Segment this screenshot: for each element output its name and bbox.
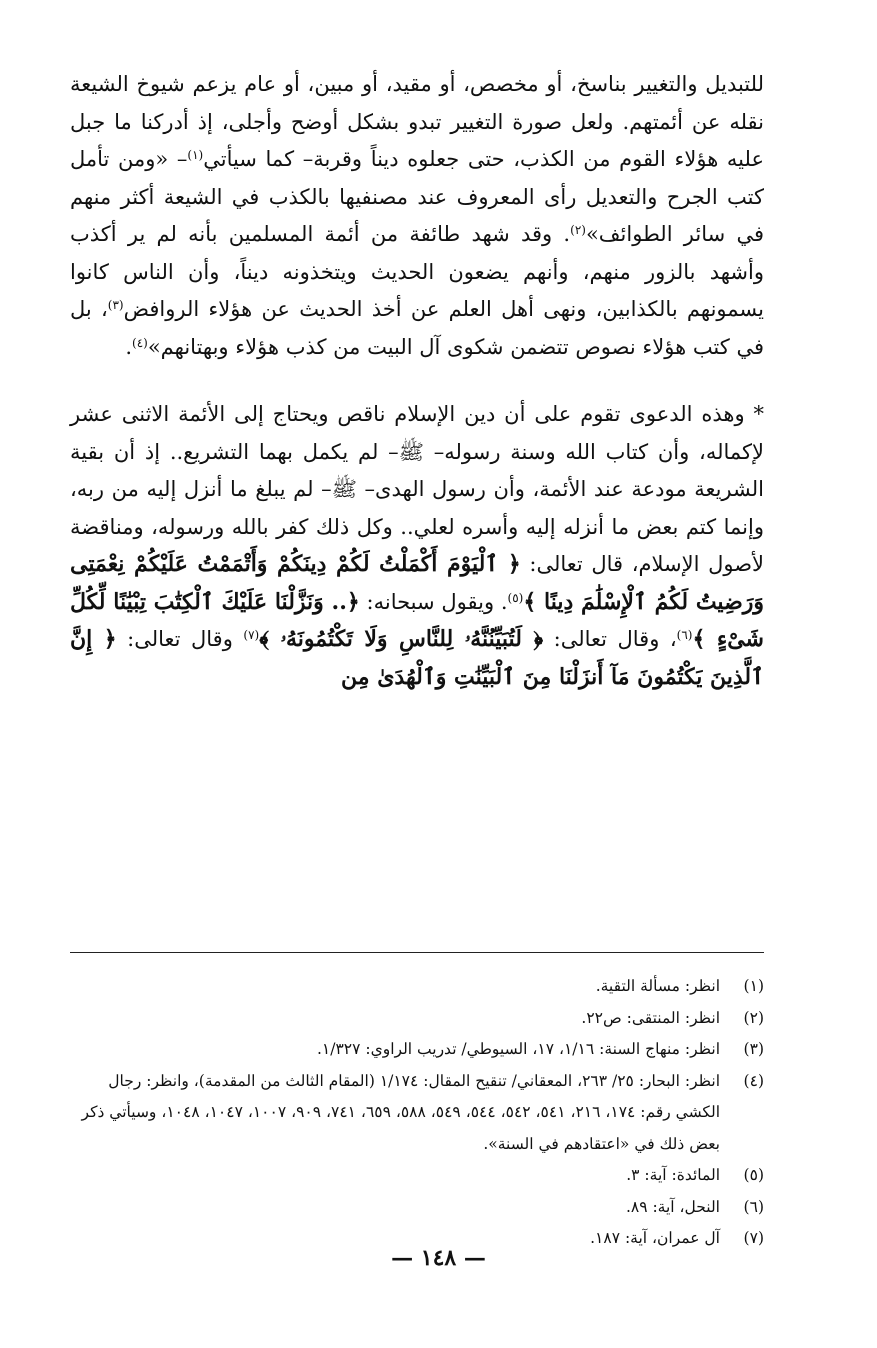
quran-verse-4: ﴿ إِنَّ ٱلَّذِينَ يَكْتُمُونَ مَآ أَنزَلْنَا مِنَ ٱلْبَيِّنَٰتِ وَٱلْهُدَىٰ مِن — [70, 626, 764, 690]
text-run: للتبديل والتغيير بناسخ، أو مخصص، أو مقيد، أو مبين، أو عام يزعم شيوخ الشيعة نقله عن أئمتهم. ولعل صورة التغيير تبدو بشكل أوضح وأجلى، إذ أدركنا ما جبل عليه هؤلاء القوم من الكذب، حتى جعلوه ديناً وقربة– كما سيأتي — [70, 72, 764, 171]
footnote-text: انظر: المنتقى: ص٢٢. — [581, 1008, 720, 1027]
footnote-number: (٦) — [743, 1197, 764, 1216]
footnote-item — [70, 1192, 764, 1224]
text-run: * وهذه الدعوى تقوم على أن دين الإسلام ناقص ويحتاج إلى الأئمة الاثنى عشر لإكماله، وأن كتاب الله وسنة رسوله– ﷺ– لم يكمل بهما التشريع.. إذ أن بقية الشريعة مودعة عند الأئمة، وأن رسول الهدى– ﷺ– لم يبلغ ما أنزل إليه من ربه، وإنما كتم بعض ما أنزله إليه وأسره لعلي.. وكل ذلك كفر بالله ورسوله، ومناقضة لأصول الإسلام، قال تعالى: — [70, 402, 765, 576]
footnote-item — [70, 1003, 764, 1035]
text-run: – «ومن تأمل كتب الجرح والتعديل رأى المعروف عند مصنفيها بالكذب في الشيعة أكثر منهم في سائر الطوائف» — [70, 147, 764, 246]
footnote-item — [70, 1034, 764, 1066]
paragraph-2 — [70, 396, 764, 696]
footnote-ref-3[interactable]: (٣) — [107, 298, 124, 312]
text-run: وقال تعالى: — [127, 627, 233, 651]
footnote-text: آل عمران، آية: ١٨٧. — [590, 1229, 720, 1247]
page — [70, 66, 765, 1247]
footnote-number: (٧) — [743, 1229, 764, 1247]
quran-verse-3: ﴿ لَتُبَيِّنُنَّهُۥ لِلنَّاسِ وَلَا تَكْتُمُونَهُۥ ﴾ — [259, 626, 544, 652]
footnote-divider — [70, 952, 764, 953]
footnote-item — [70, 971, 764, 1003]
footnote-ref-4[interactable]: (٤) — [132, 335, 148, 350]
footnote-text: انظر: البحار: ٢٥/ ٢٦٣، المعقاني/ تنقيح المقال: ١/١٧٤ (المقام الثالث من المقدمة)، وانظر: رجال الكشي رقم: ١٧٤، ٢١٦، ٥٤١، ٥٤٢، ٥٤٤، ٥٤٩، ٥٨٨، ٦٥٩، ٧٤١، ٩٠٩، ١٠٠٧، ١٠٤٧، ١٠٤٨، وسيأتي ذكر بعض ذلك في «اعتقادهم في السنة». — [81, 1071, 720, 1153]
footnote-ref-1[interactable]: (١) — [187, 148, 204, 162]
footnote-number: (٥) — [743, 1166, 764, 1184]
text-run: . — [125, 334, 132, 359]
footnote-text: النحل، آية: ٨٩. — [625, 1197, 720, 1216]
text-run: ، بل في كتب هؤلاء نصوص تتضمن شكوى آل البيت من كذب هؤلاء وبهتانهم» — [70, 297, 764, 359]
page-number: — ١٤٨ — — [391, 1245, 486, 1271]
footnote-text: انظر: مسألة التقية. — [595, 977, 720, 995]
text-run: . وقد شهد طائفة من أئمة المسلمين بأنه لم ير أكذب وأشهد بالزور منهم، وأنهم يضعون الحديث ويتخذونه ديناً، وأن الناس كانوا يسمونهم بالكذابين، ونهى أهل العلم عن أخذ الحديث عن هؤلاء الروافض — [70, 222, 764, 321]
footnote-number: (٢) — [743, 1008, 764, 1027]
paragraph-1 — [70, 66, 764, 366]
footnote-number: (٣) — [743, 1040, 764, 1058]
quran-verse-2: ﴿.. وَنَزَّلْنَا عَلَيْكَ ٱلْكِتَٰبَ تِبْيَٰنًا لِّكُلِّ شَىْءٍ ﴾ — [70, 588, 764, 652]
footnote-ref-7[interactable]: (٧) — [243, 628, 260, 642]
footnote-number: (١) — [743, 977, 764, 995]
footnote-ref-6[interactable]: (٦) — [676, 628, 693, 642]
footnote-ref-2[interactable]: (٢) — [570, 223, 586, 237]
footnote-text: المائدة: آية: ٣. — [626, 1166, 720, 1184]
footnote-item — [70, 1066, 764, 1161]
footnote-ref-5[interactable]: (٥) — [507, 590, 524, 605]
footnote-number: (٤) — [743, 1071, 764, 1090]
footnote-item — [70, 1160, 764, 1192]
body-text — [70, 66, 764, 696]
footnotes — [70, 971, 764, 1255]
footnote-text: انظر: منهاج السنة: ١/١٦، ١٧، السيوطي/ تدريب الراوي: ١/٣٢٧. — [316, 1040, 720, 1058]
text-run: ، وقال تعالى: — [553, 627, 677, 651]
quran-verse-1: ﴿ ٱلْيَوْمَ أَكْمَلْتُ لَكُمْ دِينَكُمْ وَأَتْمَمْتُ عَلَيْكُمْ نِعْمَتِى وَرَضِيتُ لَكُمُ ٱلْإِسْلَٰمَ دِينًا ﴾ — [70, 551, 764, 615]
text-run: . ويقول سبحانه: — [366, 589, 508, 614]
